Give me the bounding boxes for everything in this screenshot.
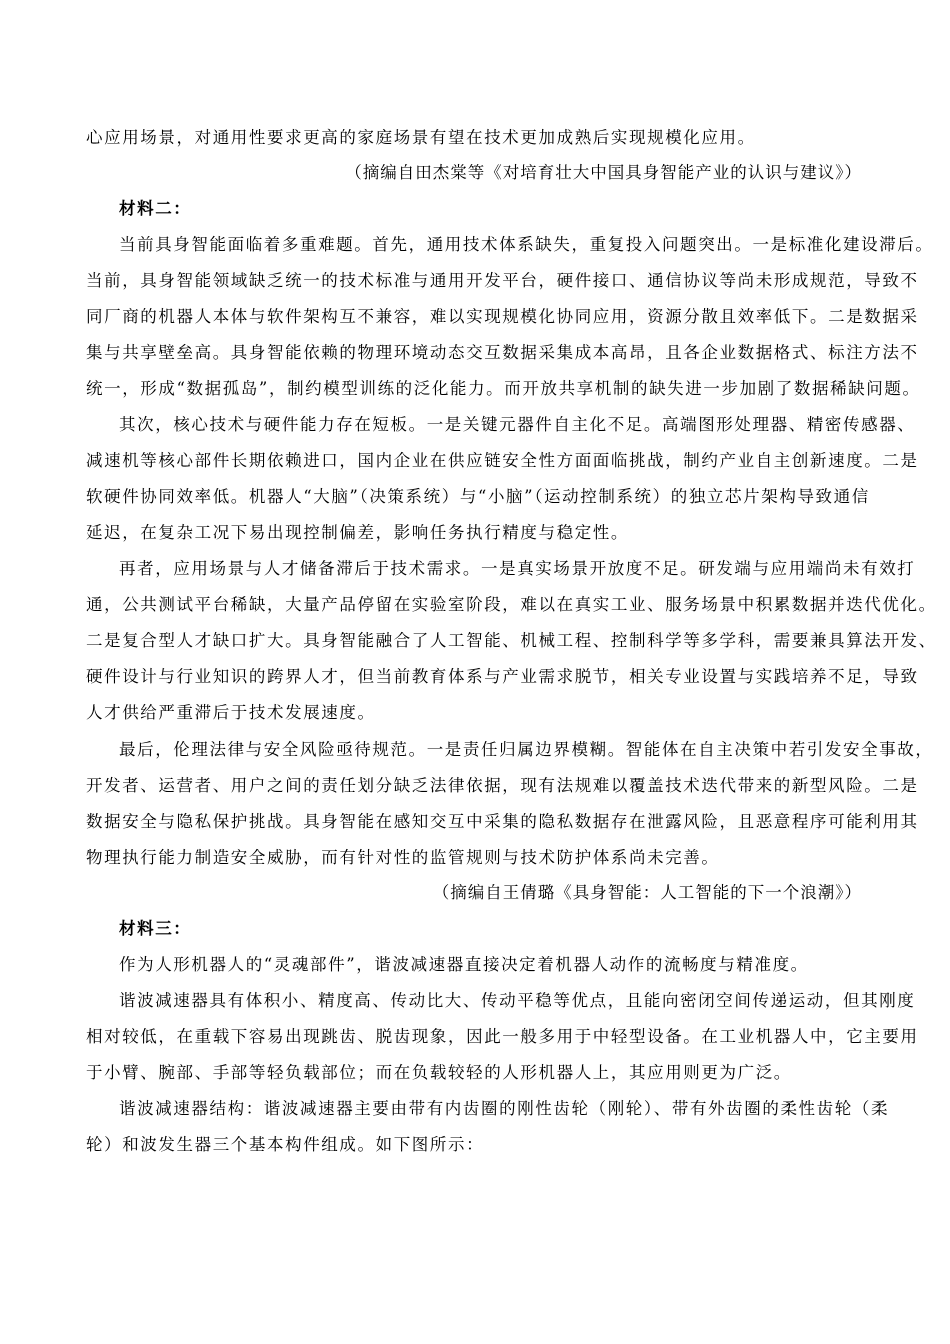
paragraph-line: 当前具身智能面临着多重难题。首先，通用技术体系缺失，重复投入问题突出。一是标准化建设滞后。 xyxy=(119,235,934,254)
paragraph-line: 作为人形机器人的“灵魂部件”，谐波减速器直接决定着机器人动作的流畅度与精准度。 xyxy=(119,955,809,974)
section-heading: 材料二： xyxy=(119,199,192,218)
paragraph-line: 最后，伦理法律与安全风险亟待规范。一是责任归属边界模糊。智能体在自主决策中若引发安全事故， xyxy=(119,740,934,759)
paragraph-line: 数据安全与隐私保护挑战。具身智能在感知交互中采集的隐私数据存在泄露风险，且恶意程序可能利用其 xyxy=(86,812,919,831)
paragraph-line: 轮）和波发生器三个基本构件组成。如下图所示： xyxy=(86,1135,485,1154)
paragraph-line: 二是复合型人才缺口扩大。具身智能融合了人工智能、机械工程、控制科学等多学科，需要兼具算法开发、 xyxy=(86,631,937,650)
source-citation: （摘编自王倩璐《具身智能：人工智能的下一个浪潮》） xyxy=(432,883,862,902)
source-citation: （摘编自田杰棠等《对培育壮大中国具身智能产业的认识与建议》） xyxy=(345,163,862,182)
paragraph-line: 延迟，在复杂工况下易出现控制偏差，影响任务执行精度与稳定性。 xyxy=(86,523,629,542)
paragraph-line: 当前，具身智能领域缺乏统一的技术标准与通用开发平台，硬件接口、通信协议等尚未形成规范，导致不 xyxy=(86,271,919,290)
paragraph-line: 人才供给严重滞后于技术发展速度。 xyxy=(86,703,376,722)
paragraph-line: 软硬件协同效率低。机器人“大脑”（决策系统）与“小脑”（运动控制系统）的独立芯片架构导致通信 xyxy=(86,487,870,506)
paragraph-line: 谐波减速器具有体积小、精度高、传动比大、传动平稳等优点，且能向密闭空间传递运动，但其刚度 xyxy=(119,991,916,1010)
paragraph-line: 谐波减速器结构：谐波减速器主要由带有内齿圈的刚性齿轮（刚轮）、带有外齿圈的柔性齿轮（柔 xyxy=(119,1099,890,1118)
paragraph-line: 开发者、运营者、用户之间的责任划分缺乏法律依据，现有法规难以覆盖技术迭代带来的新型风险。二是 xyxy=(86,776,919,795)
paragraph-line: 同厂商的机器人本体与软件架构互不兼容，难以实现规模化协同应用，资源分散且效率低下。二是数据采 xyxy=(86,307,919,326)
paragraph-line: 再者，应用场景与人才储备滞后于技术需求。一是真实场景开放度不足。研发端与应用端尚未有效打 xyxy=(119,559,916,578)
section-heading: 材料三： xyxy=(119,919,192,938)
paragraph-line: 于小臂、腕部、手部等轻负载部位；而在负载较轻的人形机器人上，其应用则更为广泛。 xyxy=(86,1063,792,1082)
paragraph-line: 集与共享壁垒高。具身智能依赖的物理环境动态交互数据采集成本高昂，且各企业数据格式、标注方法不 xyxy=(86,343,919,362)
paragraph-line: 减速机等核心部件长期依赖进口，国内企业在供应链安全性方面面临挑战，制约产业自主创新速度。二是 xyxy=(86,451,919,470)
paragraph-line: 心应用场景，对通用性要求更高的家庭场景有望在技术更加成熟后实现规模化应用。 xyxy=(86,128,756,147)
paragraph-line: 其次，核心技术与硬件能力存在短板。一是关键元器件自主化不足。高端图形处理器、精密传感器、 xyxy=(119,415,916,434)
paragraph-line: 统一，形成“数据孤岛”，制约模型训练的泛化能力。而开放共享机制的缺失进一步加剧了数据稀缺问题。 xyxy=(86,379,921,398)
paragraph-line: 通，公共测试平台稀缺，大量产品停留在实验室阶段，难以在真实工业、服务场景中积累数据并迭代优化。 xyxy=(86,595,937,614)
paragraph-line: 硬件设计与行业知识的跨界人才，但当前教育体系与产业需求脱节，相关专业设置与实践培养不足，导致 xyxy=(86,667,919,686)
paragraph-line: 相对较低，在重载下容易出现跳齿、脱齿现象，因此一般多用于中轻型设备。在工业机器人中，它主要用 xyxy=(86,1027,919,1046)
paragraph-line: 物理执行能力制造安全威胁，而有针对性的监管规则与技术防护体系尚未完善。 xyxy=(86,848,720,867)
